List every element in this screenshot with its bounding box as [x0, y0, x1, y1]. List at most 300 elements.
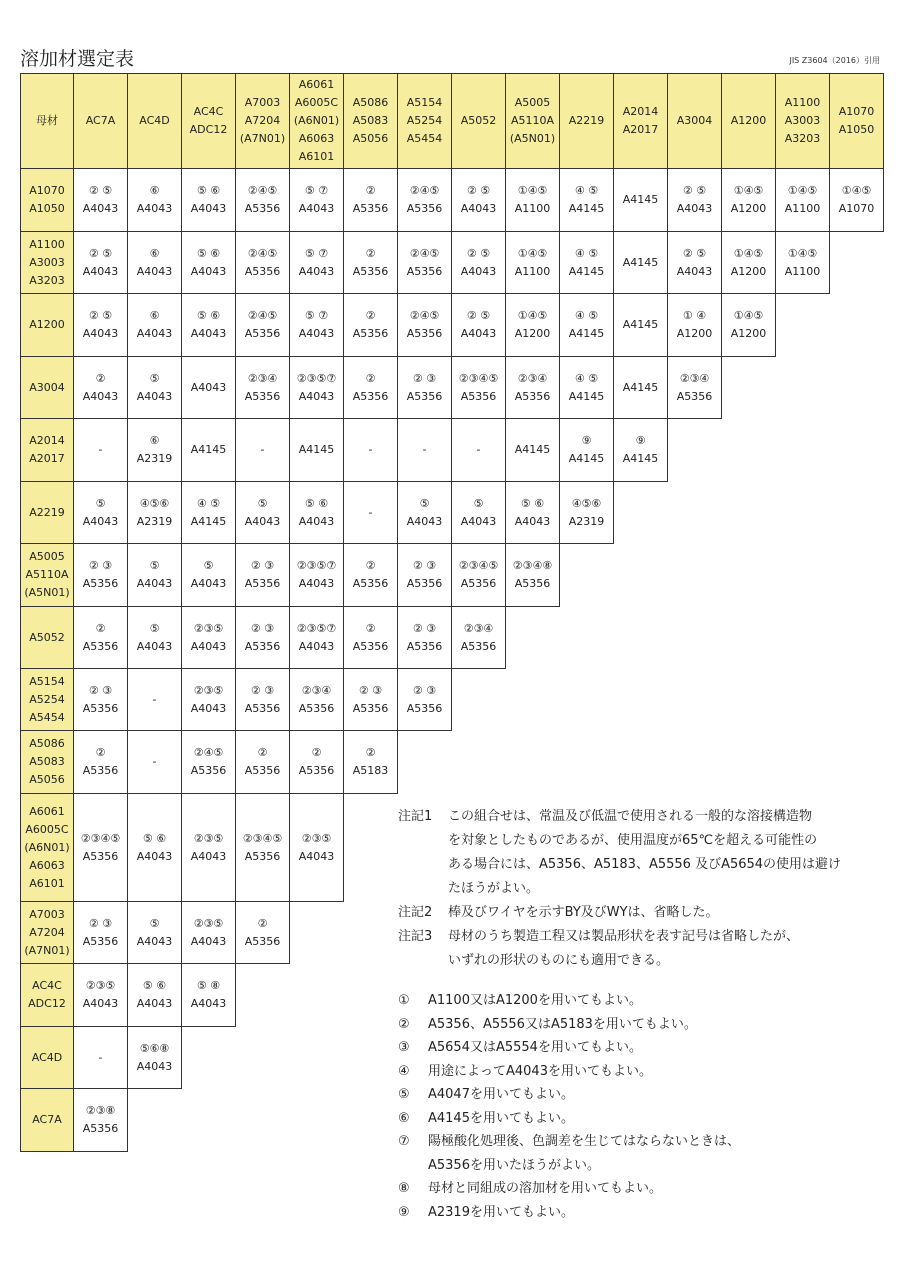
table-cell [290, 169, 344, 232]
cell-line: A5356 [244, 577, 281, 590]
cell-line: ② [257, 916, 268, 930]
table-cell [344, 544, 398, 607]
cell-line: A5356 [244, 639, 281, 653]
table-cell [74, 1027, 128, 1089]
table-cell [236, 794, 290, 902]
cell-line: A4043 [82, 514, 119, 528]
column-header [722, 73, 776, 169]
table-cell [668, 232, 722, 294]
cell-line: ②④⑤ [409, 246, 440, 260]
cell-line: A7204 [244, 114, 281, 127]
cell-line: A5356 [244, 849, 281, 863]
cell-line: A5183 [352, 764, 389, 777]
legend-text [428, 1060, 878, 1084]
table-cell [128, 482, 182, 544]
cell-line: ② ⑤ [466, 246, 491, 260]
row-header [20, 544, 74, 607]
legend-item [398, 1036, 878, 1060]
cell-line: A5356 [244, 389, 281, 403]
cell-line: A4145 [622, 193, 659, 206]
note-line: たほうがよい。 [448, 881, 540, 896]
cell-line: ②③④⑤ [80, 831, 121, 845]
cell-line: A2017 [29, 452, 65, 465]
cell-line: A4043 [190, 202, 227, 215]
table-cell [182, 607, 236, 669]
note-item [398, 925, 878, 973]
cell-line: ②③⑤⑦ [296, 621, 337, 635]
table-cell [74, 1089, 128, 1152]
legend-line: 母材と同組成の溶加材を用いてもよい。 [428, 1181, 663, 1196]
cell-line: ② [311, 746, 322, 759]
cell-line: A6101 [298, 150, 335, 163]
cell-line: A2319 [136, 514, 173, 528]
table-cell [236, 544, 290, 607]
table-cell [614, 232, 668, 294]
cell-line: A5356 [352, 264, 389, 278]
table-cell [398, 607, 452, 669]
table-cell [452, 482, 506, 544]
table-cell [344, 169, 398, 232]
note-item [398, 901, 878, 925]
table-cell [128, 731, 182, 794]
table-cell [452, 544, 506, 607]
cell-line: ⑥ [149, 246, 160, 260]
cell-line: (A6N01) [24, 840, 70, 854]
legend-line: A2319を用いてもよい。 [428, 1204, 574, 1220]
table-cell [290, 731, 344, 794]
cell-line: ① ④ [682, 309, 707, 322]
page-title: 溶加材選定表 [20, 48, 135, 70]
cell-line: A4043 [136, 997, 173, 1010]
cell-line: ② [95, 371, 106, 385]
table-cell [398, 544, 452, 607]
cell-line: A4043 [298, 389, 335, 403]
cell-line: AC7A [85, 114, 116, 127]
cell-line: ② [365, 246, 376, 260]
cell-line: A4043 [190, 327, 227, 340]
cell-line: A4043 [406, 514, 443, 528]
cell-line: ②④⑤ [247, 246, 278, 260]
cell-line: ①④⑤ [517, 309, 548, 322]
cell-line: A5086 [29, 737, 65, 750]
table-cell [344, 419, 398, 482]
cell-line: A5356 [352, 701, 389, 715]
note-label: 注記2 [398, 905, 433, 920]
source-note: JIS Z3604（2016）引用 [789, 56, 880, 65]
cell-line: A4043 [136, 934, 173, 948]
table-cell [398, 357, 452, 419]
table-cell [398, 169, 452, 232]
cell-line: ②③④⑤ [242, 831, 283, 845]
cell-line: ②③④ [463, 621, 494, 635]
cell-line: ④ ⑤ [574, 184, 599, 197]
cell-line: ④ ⑤ [574, 309, 599, 322]
legend-mark: ⑦ [398, 1134, 410, 1149]
cell-line: A4043 [676, 264, 713, 278]
cell-line: ②③④⑤ [458, 559, 499, 572]
column-header [668, 73, 722, 169]
cell-line: A3003 [29, 255, 65, 269]
cell-line: A5056 [29, 773, 65, 786]
legend-text [428, 1107, 878, 1131]
cell-line: A5086 [352, 96, 389, 109]
legend-mark: ⑨ [398, 1204, 410, 1220]
cell-line: ② ③ [412, 621, 437, 635]
cell-line: ⑤ ⑧ [196, 979, 221, 992]
cell-line: A5356 [298, 701, 335, 715]
table-cell [398, 419, 452, 482]
cell-line: A6061 [298, 78, 335, 91]
cell-line: A1100 [784, 202, 821, 215]
cell-line: ⑤ ⑦ [304, 309, 329, 322]
table-cell [74, 902, 128, 964]
table-cell [74, 294, 128, 357]
cell-line: A4145 [298, 443, 335, 456]
table-cell [182, 794, 236, 902]
column-header [74, 73, 128, 169]
cell-line: A1070 [29, 184, 65, 197]
note-line: を対象としたものであるが、使用温度が65℃を超える可能性の [448, 833, 818, 848]
table-cell [182, 902, 236, 964]
legend-item [398, 1013, 878, 1037]
notes-section [398, 805, 878, 973]
cell-line: A5356 [406, 389, 443, 403]
cell-line: ④⑤⑥ [139, 496, 170, 510]
table-cell [506, 232, 560, 294]
cell-line: ⑤ ⑥ [196, 246, 221, 260]
note-line: この組合せは、常温及び低温で使用される一般的な溶接構造物 [448, 809, 813, 824]
cell-line: ②③⑤ [301, 831, 332, 845]
cell-line: ② [365, 746, 376, 759]
cell-line: A5356 [460, 577, 497, 590]
note-line: 棒及びワイヤを示すBY及びWYは、省略した。 [448, 905, 719, 920]
cell-line: A4043 [136, 639, 173, 653]
row-header [20, 902, 74, 964]
cell-line: ⑤ ⑥ [196, 309, 221, 322]
cell-line: ② ⑤ [466, 184, 491, 197]
table-cell [128, 357, 182, 419]
cell-line: ② ③ [88, 559, 113, 572]
table-cell [506, 294, 560, 357]
cell-line: A5052 [460, 114, 497, 127]
cell-line: A4043 [136, 577, 173, 590]
table-cell [128, 607, 182, 669]
table-cell [506, 544, 560, 607]
cell-line: A2014 [622, 105, 659, 118]
cell-line: A4043 [82, 997, 119, 1010]
cell-line: ②③⑤⑦ [296, 559, 337, 572]
column-header [398, 73, 452, 169]
cell-line: A2319 [136, 452, 173, 465]
cell-line: A4043 [82, 327, 119, 340]
table-cell [344, 294, 398, 357]
table-cell [560, 294, 614, 357]
legend-text [428, 1130, 878, 1177]
cell-line: A1050 [29, 202, 65, 215]
cell-line: A4145 [568, 327, 605, 340]
cell-line: A1200 [514, 327, 551, 340]
column-header [452, 73, 506, 169]
legend-mark: ⑥ [398, 1110, 410, 1126]
cell-line: A3203 [29, 273, 65, 287]
cell-line: A4043 [298, 202, 335, 215]
cell-line: AC4C [32, 979, 62, 992]
legend-line: A4145を用いてもよい。 [428, 1110, 574, 1126]
cell-line: ②③④ [517, 371, 548, 385]
cell-line: - [422, 443, 427, 456]
cell-line: ②④⑤ [409, 184, 440, 197]
cell-line: A5110A [510, 114, 555, 127]
table-cell [290, 232, 344, 294]
table-cell [182, 294, 236, 357]
cell-line: A1050 [838, 123, 875, 136]
cell-line: A5356 [244, 202, 281, 215]
cell-line: ⑤ [419, 496, 430, 510]
cell-line: ⑤ ⑥ [142, 831, 167, 845]
cell-line: ② ③ [412, 371, 437, 385]
cell-line: A5356 [676, 389, 713, 403]
cell-line: A6063 [29, 858, 65, 872]
table-cell [182, 544, 236, 607]
cell-line: ⑥ [149, 309, 160, 322]
cell-line: A5356 [406, 639, 443, 653]
cell-line: - [476, 443, 481, 456]
row-header [20, 607, 74, 669]
table-cell [560, 357, 614, 419]
cell-line: A3003 [784, 114, 821, 127]
table-cell [614, 294, 668, 357]
legend-mark: ① [398, 993, 410, 1008]
legend-text [428, 1036, 878, 1060]
cell-line: A4043 [136, 327, 173, 340]
table-cell [452, 294, 506, 357]
table-cell [236, 232, 290, 294]
cell-line: A7003 [29, 907, 65, 921]
table-cell [344, 607, 398, 669]
cell-line: A4043 [190, 701, 227, 715]
table-cell [74, 964, 128, 1027]
cell-line: A2014 [29, 434, 65, 447]
cell-line: A3004 [676, 114, 713, 127]
table-cell [236, 294, 290, 357]
table-cell [74, 544, 128, 607]
cell-line: A5356 [190, 764, 227, 777]
table-cell [506, 357, 560, 419]
cell-line: A5356 [352, 202, 389, 215]
cell-line: ② ③ [250, 621, 275, 635]
table-cell [74, 731, 128, 794]
cell-line: A4043 [514, 514, 551, 528]
cell-line: A1100 [29, 237, 65, 251]
legend-line: 陽極酸化処理後、色調差を生じてはならないときは、 [428, 1134, 741, 1149]
cell-line: ①④⑤ [787, 246, 818, 260]
cell-line: A4043 [136, 849, 173, 863]
cell-line: A1200 [730, 114, 767, 127]
cell-line: A5454 [29, 710, 65, 724]
cell-line: (A7N01) [24, 943, 70, 957]
cell-line: ②④⑤ [247, 309, 278, 322]
cell-line: ② ③ [88, 916, 113, 930]
column-header [776, 73, 830, 169]
note-text [448, 901, 878, 925]
cell-line: A1200 [676, 327, 713, 340]
cell-line: A5356 [352, 389, 389, 403]
note-item [398, 805, 878, 901]
table-cell [236, 902, 290, 964]
table-cell [128, 902, 182, 964]
cell-line: ②③⑤ [193, 831, 224, 845]
table-cell [452, 232, 506, 294]
table-cell [236, 482, 290, 544]
legend-item [398, 1107, 878, 1131]
note-line: 母材のうち製造工程又は製品形状を表す記号は省略したが、 [448, 929, 800, 944]
cell-line: A4043 [190, 934, 227, 948]
cell-line: A1100 [514, 264, 551, 278]
cell-line: ⑤ [149, 916, 160, 930]
table-cell [74, 419, 128, 482]
cell-line: A5356 [352, 327, 389, 340]
cell-line: ② [365, 309, 376, 322]
cell-line: A5356 [82, 701, 119, 715]
cell-line: A4043 [298, 849, 335, 863]
cell-line: ⑤ ⑥ [196, 184, 221, 197]
table-cell [290, 482, 344, 544]
cell-line: A5356 [82, 639, 119, 653]
cell-line: A4043 [298, 639, 335, 653]
table-cell [722, 169, 776, 232]
cell-line: AC7A [32, 1113, 62, 1126]
cell-line: - [368, 505, 373, 519]
cell-line: - [98, 1050, 103, 1064]
cell-line: ④ ⑤ [196, 496, 221, 510]
cell-line: ② ③ [412, 683, 437, 697]
table-cell [182, 669, 236, 731]
cell-line: A1200 [730, 202, 767, 215]
cell-line: A4145 [622, 255, 659, 269]
cell-line: A4145 [568, 389, 605, 403]
table-cell [722, 232, 776, 294]
cell-line: A6005C [294, 96, 339, 109]
cell-line: A4145 [568, 264, 605, 278]
cell-line: A4145 [622, 318, 659, 331]
table-cell [182, 419, 236, 482]
note-text [448, 925, 878, 973]
legend-line: A1100又はA1200を用いてもよい。 [428, 993, 642, 1008]
table-cell [776, 232, 830, 294]
cell-line: ②③④⑤ [458, 371, 499, 385]
cell-line: - [152, 692, 157, 706]
legend-line: A5356、A5556又はA5183を用いてもよい。 [428, 1016, 697, 1032]
cell-line: ⑨ [635, 434, 646, 447]
cell-line: A4043 [136, 264, 173, 278]
cell-line: ⑤ [257, 496, 268, 510]
cell-line: ⑤ [203, 559, 214, 572]
cell-line: (A5N01) [509, 132, 556, 145]
table-cell [560, 232, 614, 294]
corner-header: 母材 [20, 73, 74, 169]
cell-line: A4145 [190, 514, 227, 528]
cell-line: A4043 [82, 264, 119, 278]
cell-line: A5005 [514, 96, 551, 109]
column-header [830, 73, 884, 169]
table-cell [128, 794, 182, 902]
table-cell [452, 607, 506, 669]
cell-line: A5356 [406, 202, 443, 215]
legend-mark: ④ [398, 1063, 410, 1079]
cell-line: ② ⑤ [466, 309, 491, 322]
cell-line: ⑤ ⑦ [304, 184, 329, 197]
row-header [20, 731, 74, 794]
table-cell [74, 794, 128, 902]
cell-line: A5005 [29, 550, 65, 563]
table-cell [182, 731, 236, 794]
cell-line: A1100 [514, 202, 551, 215]
row-header [20, 1089, 74, 1152]
table-cell [614, 419, 668, 482]
note-text [448, 805, 878, 901]
cell-line: A2319 [568, 514, 605, 528]
table-cell [560, 482, 614, 544]
column-header [614, 73, 668, 169]
table-cell [398, 294, 452, 357]
cell-line: ② [365, 621, 376, 635]
cell-line: ② ⑤ [682, 184, 707, 197]
table-cell [344, 669, 398, 731]
table-cell [236, 731, 290, 794]
cell-line: ② ③ [88, 683, 113, 697]
cell-line: A5356 [406, 327, 443, 340]
cell-line: A5356 [82, 1122, 119, 1135]
cell-line: A4043 [82, 389, 119, 403]
column-header [290, 73, 344, 169]
cell-line: ②③⑤ [193, 621, 224, 635]
cell-line: ②③⑤ [193, 683, 224, 697]
table-cell [74, 357, 128, 419]
cell-line: ②④⑤ [193, 746, 224, 759]
cell-line: A4145 [514, 443, 551, 456]
row-header [20, 169, 74, 232]
cell-line: ④⑤⑥ [571, 496, 602, 510]
cell-line: ⑤ [149, 559, 160, 572]
cell-line: ⑤ ⑦ [304, 246, 329, 260]
cell-line: ①④⑤ [733, 246, 764, 260]
table-cell [74, 669, 128, 731]
row-header [20, 357, 74, 419]
table-cell [344, 731, 398, 794]
cell-line: A3004 [29, 380, 65, 394]
table-cell [182, 357, 236, 419]
cell-line: A5356 [82, 764, 119, 777]
table-cell [398, 669, 452, 731]
row-header [20, 232, 74, 294]
legend-list [398, 989, 878, 1224]
cell-line: A2219 [568, 114, 605, 127]
cell-line: AC4D [31, 1050, 63, 1064]
cell-line: A4145 [568, 202, 605, 215]
table-cell [830, 169, 884, 232]
legend-item [398, 1083, 878, 1107]
legend-mark: ⑤ [398, 1087, 410, 1102]
table-cell [452, 169, 506, 232]
table-cell [668, 357, 722, 419]
cell-line: ⑤ [95, 496, 106, 510]
table-cell [236, 669, 290, 731]
legend-item [398, 1060, 878, 1084]
cell-line: A5154 [29, 674, 65, 688]
cell-line: A6063 [298, 132, 335, 145]
cell-line: A1100 [784, 96, 821, 109]
legend-line: A5356を用いたほうがよい。 [428, 1157, 600, 1173]
